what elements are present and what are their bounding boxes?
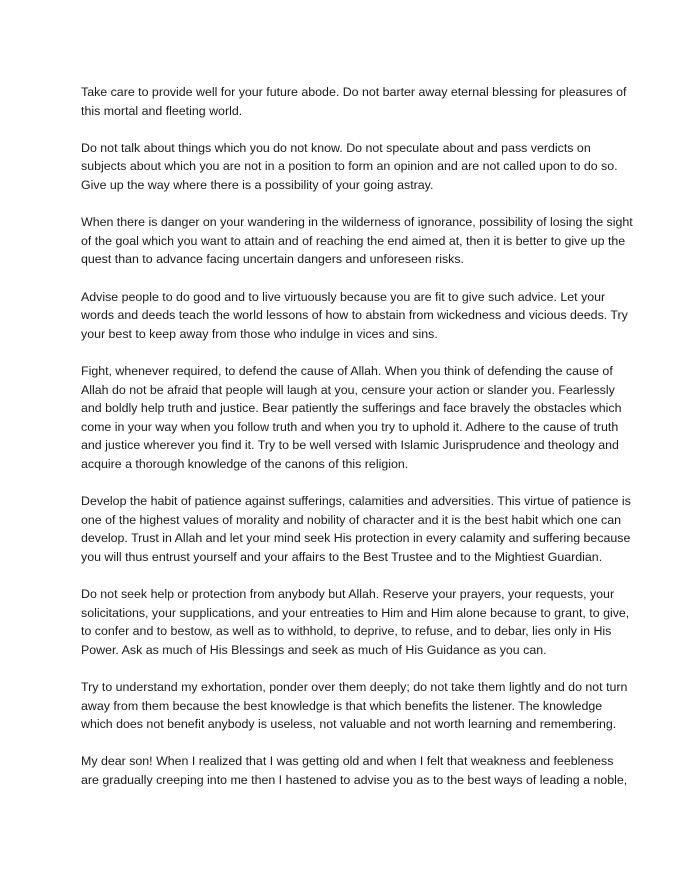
- paragraph-danger-wandering: [81, 213, 633, 269]
- text-line: develop. Trust in Allah and let your mind seek His protection in every calamity and suffering because: [81, 531, 631, 546]
- paragraph-exhortation: [81, 678, 628, 734]
- text-line: Allah do not be afraid that people will laugh at you, censure your action or slander you. Fearlessly: [81, 382, 615, 397]
- text-line: and justice wherever you find it. Try to be well versed with Islamic Jurisprudence and theology and: [81, 438, 619, 453]
- text-line: When there is danger on your wandering in the wilderness of ignorance, possibility of losing the sight: [81, 215, 633, 230]
- paragraph-patience: [81, 492, 631, 566]
- text-line: My dear son! When I realized that I was getting old and when I felt that weakness and feebleness: [81, 754, 614, 769]
- text-line: which does not benefit anybody is useless, not valuable and not worth learning and remembering.: [81, 717, 617, 732]
- text-line: Do not seek help or protection from anybody but Allah. Reserve your prayers, your requests, your: [81, 587, 615, 602]
- text-line: Develop the habit of patience against sufferings, calamities and adversities. This virtue of patience is: [81, 494, 631, 509]
- paragraph-future-abode: [81, 83, 627, 120]
- text-line: come in your way when you follow truth and when you try to uphold it. Adhere to the cause of truth: [81, 419, 619, 434]
- paragraph-seek-help: [81, 585, 630, 659]
- paragraph-do-not-talk: [81, 139, 621, 195]
- text-line: Take care to provide well for your future abode. Do not barter away eternal blessing for pleasures of: [81, 85, 627, 99]
- document-page: [81, 83, 633, 808]
- text-line: Do not talk about things which you do not know. Do not speculate about and pass verdicts on: [81, 140, 591, 155]
- paragraph-advise-people: [81, 288, 628, 344]
- text-line: Try to understand my exhortation, ponder over them deeply; do not take them lightly and do not turn: [81, 680, 628, 694]
- text-line: away from them because the best knowledge is that which benefits the listener. The knowledge: [81, 698, 603, 713]
- text-line: Power. Ask as much of His Blessings and seek as much of His Guidance as you can.: [81, 642, 547, 657]
- text-line: acquire a thorough knowledge of the canons of this religion.: [81, 456, 409, 471]
- text-line: solicitations, your supplications, and your entreaties to Him and Him alone because to grant, to give,: [81, 605, 630, 620]
- text-line: Fight, whenever required, to defend the cause of Allah. When you think of defending the cause of: [81, 363, 613, 378]
- text-line: this mortal and fleeting world.: [81, 103, 243, 118]
- text-line: words and deeds teach the world lessons of how to abstain from wickedness and vicious deeds. Try: [81, 308, 628, 323]
- text-line: quest than to advance facing uncertain dangers and unforeseen risks.: [81, 252, 464, 267]
- text-line: subjects about which you are not in a position to form an opinion and are not called upon to do so.: [81, 159, 618, 174]
- text-line: of the goal which you want to attain and of reaching the end aimed at, then it is better to give up the: [81, 233, 626, 248]
- text-line: you will thus entrust yourself and your affairs to the Best Trustee and to the Mightiest Guardian.: [81, 549, 603, 564]
- text-line: to confer and to bestow, as well as to withhold, to deprive, to refuse, and to debar, lies only in His: [81, 624, 612, 639]
- text-line: your best to keep away from those who indulge in vices and sins.: [81, 326, 438, 341]
- paragraph-dear-son: [81, 752, 628, 789]
- text-line: are gradually creeping into me then I hastened to advise you as to the best ways of leading a noble,: [81, 772, 628, 787]
- text-line: Give up the way where there is a possibility of your going astray.: [81, 177, 434, 192]
- text-line: Advise people to do good and to live virtuously because you are fit to give such advice. Let your: [81, 289, 606, 304]
- text-line: and boldly help truth and justice. Bear patiently the sufferings and face bravely the obstacles which: [81, 401, 622, 416]
- text-line: one of the highest values of morality and nobility of character and it is the best habit which one can: [81, 512, 622, 527]
- paragraph-fight-cause: [81, 362, 621, 474]
